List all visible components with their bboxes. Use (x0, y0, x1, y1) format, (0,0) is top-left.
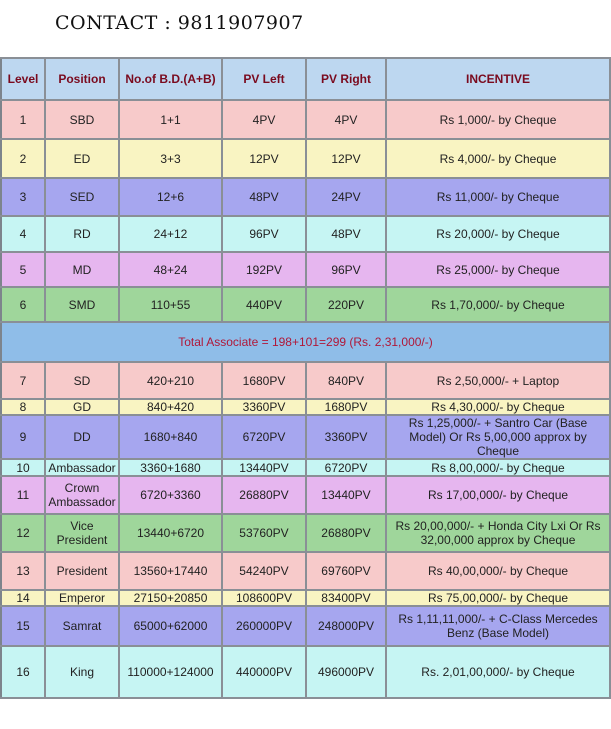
cell-level: 11 (1, 476, 45, 514)
cell-pv-left: 1680PV (222, 362, 306, 399)
cell-pv-right: 6720PV (306, 459, 386, 476)
cell-incentive: Rs 1,000/- by Cheque (386, 100, 610, 139)
cell-position: President (45, 552, 119, 590)
table-row (1, 552, 610, 590)
cell-pv-left: 12PV (222, 139, 306, 178)
cell-pv-right: 69760PV (306, 552, 386, 590)
cell-level: 1 (1, 100, 45, 139)
cell-pv-right: 48PV (306, 216, 386, 252)
incentive-plan-table (0, 57, 611, 699)
total-associate-row (1, 322, 610, 362)
cell-pv-left: 192PV (222, 252, 306, 287)
table-row (1, 415, 610, 459)
cell-incentive: Rs 20,00,000/- + Honda City Lxi Or Rs 32,00,000 approx by Cheque (386, 514, 610, 552)
table-header-row (1, 58, 610, 100)
cell-bd: 48+24 (119, 252, 222, 287)
contact-heading: CONTACT : 9811907907 (55, 12, 304, 34)
cell-position: SMD (45, 287, 119, 322)
cell-level: 7 (1, 362, 45, 399)
cell-pv-right: 13440PV (306, 476, 386, 514)
cell-pv-left: 54240PV (222, 552, 306, 590)
cell-position: RD (45, 216, 119, 252)
cell-incentive: Rs 20,000/- by Cheque (386, 216, 610, 252)
header-bd: No.of B.D.(A+B) (119, 58, 222, 100)
cell-pv-right: 24PV (306, 178, 386, 216)
cell-pv-right: 220PV (306, 287, 386, 322)
cell-level: 13 (1, 552, 45, 590)
cell-position: Ambassador (45, 459, 119, 476)
table-row (1, 216, 610, 252)
cell-bd: 3+3 (119, 139, 222, 178)
cell-position: Samrat (45, 606, 119, 646)
cell-position: Crown Ambassador (45, 476, 119, 514)
cell-pv-left: 13440PV (222, 459, 306, 476)
cell-bd: 3360+1680 (119, 459, 222, 476)
cell-level: 15 (1, 606, 45, 646)
cell-bd: 1+1 (119, 100, 222, 139)
cell-position: King (45, 646, 119, 698)
cell-pv-left: 96PV (222, 216, 306, 252)
cell-pv-left: 108600PV (222, 590, 306, 606)
cell-bd: 840+420 (119, 399, 222, 415)
cell-incentive: Rs 4,30,000/- by Cheque (386, 399, 610, 415)
cell-pv-left: 48PV (222, 178, 306, 216)
cell-pv-right: 4PV (306, 100, 386, 139)
header-level: Level (1, 58, 45, 100)
cell-position: SBD (45, 100, 119, 139)
cell-pv-right: 248000PV (306, 606, 386, 646)
cell-incentive: Rs 17,00,000/- by Cheque (386, 476, 610, 514)
cell-pv-right: 840PV (306, 362, 386, 399)
cell-level: 10 (1, 459, 45, 476)
table-row (1, 362, 610, 399)
header-pv-left: PV Left (222, 58, 306, 100)
cell-position: Vice President (45, 514, 119, 552)
cell-bd: 6720+3360 (119, 476, 222, 514)
header-incentive: INCENTIVE (386, 58, 610, 100)
cell-incentive: Rs 8,00,000/- by Cheque (386, 459, 610, 476)
table-row (1, 646, 610, 698)
cell-bd: 110+55 (119, 287, 222, 322)
header-position: Position (45, 58, 119, 100)
table-row (1, 287, 610, 322)
cell-bd: 1680+840 (119, 415, 222, 459)
cell-incentive: Rs 2,50,000/- + Laptop (386, 362, 610, 399)
cell-pv-right: 96PV (306, 252, 386, 287)
cell-level: 8 (1, 399, 45, 415)
cell-pv-right: 496000PV (306, 646, 386, 698)
cell-level: 6 (1, 287, 45, 322)
table-row (1, 100, 610, 139)
cell-position: Emperor (45, 590, 119, 606)
cell-pv-left: 440PV (222, 287, 306, 322)
cell-bd: 110000+124000 (119, 646, 222, 698)
cell-bd: 12+6 (119, 178, 222, 216)
cell-level: 12 (1, 514, 45, 552)
cell-bd: 65000+62000 (119, 606, 222, 646)
cell-pv-right: 1680PV (306, 399, 386, 415)
table-row (1, 476, 610, 514)
cell-pv-left: 440000PV (222, 646, 306, 698)
cell-incentive: Rs 1,25,000/- + Santro Car (Base Model) Or Rs 5,00,000 approx by Cheque (386, 415, 610, 459)
cell-incentive: Rs 1,11,11,000/- + C-Class Mercedes Benz (Base Model) (386, 606, 610, 646)
table-row (1, 514, 610, 552)
cell-pv-left: 53760PV (222, 514, 306, 552)
cell-level: 5 (1, 252, 45, 287)
table-body-levels-1-6 (1, 100, 610, 322)
table-row (1, 459, 610, 476)
cell-level: 3 (1, 178, 45, 216)
cell-incentive: Rs 11,000/- by Cheque (386, 178, 610, 216)
table-row (1, 252, 610, 287)
cell-position: GD (45, 399, 119, 415)
table-body-levels-7-16 (1, 362, 610, 698)
cell-level: 2 (1, 139, 45, 178)
cell-pv-left: 3360PV (222, 399, 306, 415)
cell-incentive: Rs. 2,01,00,000/- by Cheque (386, 646, 610, 698)
cell-level: 16 (1, 646, 45, 698)
cell-pv-right: 3360PV (306, 415, 386, 459)
cell-incentive: Rs 40,00,000/- by Cheque (386, 552, 610, 590)
cell-pv-left: 26880PV (222, 476, 306, 514)
total-associate-text: Total Associate = 198+101=299 (Rs. 2,31,000/-) (1, 322, 610, 362)
cell-position: SED (45, 178, 119, 216)
cell-pv-left: 260000PV (222, 606, 306, 646)
cell-incentive: Rs 1,70,000/- by Cheque (386, 287, 610, 322)
cell-position: MD (45, 252, 119, 287)
cell-pv-left: 6720PV (222, 415, 306, 459)
cell-bd: 13560+17440 (119, 552, 222, 590)
cell-bd: 24+12 (119, 216, 222, 252)
cell-pv-left: 4PV (222, 100, 306, 139)
cell-position: ED (45, 139, 119, 178)
header-pv-right: PV Right (306, 58, 386, 100)
cell-level: 14 (1, 590, 45, 606)
table-row (1, 139, 610, 178)
cell-bd: 27150+20850 (119, 590, 222, 606)
cell-bd: 420+210 (119, 362, 222, 399)
cell-incentive: Rs 25,000/- by Cheque (386, 252, 610, 287)
cell-level: 9 (1, 415, 45, 459)
cell-incentive: Rs 75,00,000/- by Cheque (386, 590, 610, 606)
table-row (1, 590, 610, 606)
table-row (1, 178, 610, 216)
cell-level: 4 (1, 216, 45, 252)
cell-bd: 13440+6720 (119, 514, 222, 552)
cell-pv-right: 83400PV (306, 590, 386, 606)
cell-pv-right: 12PV (306, 139, 386, 178)
table-row (1, 606, 610, 646)
cell-position: DD (45, 415, 119, 459)
cell-position: SD (45, 362, 119, 399)
cell-pv-right: 26880PV (306, 514, 386, 552)
table-row (1, 399, 610, 415)
cell-incentive: Rs 4,000/- by Cheque (386, 139, 610, 178)
